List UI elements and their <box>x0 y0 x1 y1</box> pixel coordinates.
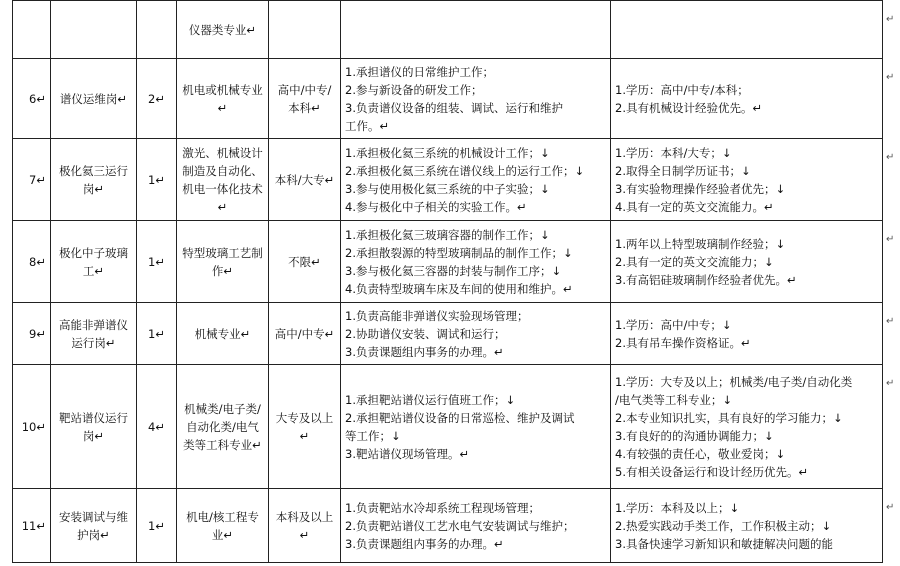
headcount: 1↵ <box>137 139 177 221</box>
headcount: 1↵ <box>137 303 177 365</box>
requirement-line: 2.取得全日制学历证书；↓ <box>615 163 751 178</box>
requirements-cell <box>611 489 883 563</box>
requirements-cell <box>611 1 883 59</box>
duty-line: 2.参与新设备的研发工作； <box>345 82 483 97</box>
requirement-line: 1.学历：本科/大专；↓ <box>615 145 732 160</box>
requirement-line: 1.学历：高中/中专/本科； <box>615 82 749 97</box>
duty-line: 4.负责特型玻璃车床及车间的使用和维护。↵ <box>345 281 573 296</box>
table-row <box>13 59 883 139</box>
headcount: 1↵ <box>137 221 177 303</box>
requirement-line: 2.本专业知识扎实，具有良好的学习能力；↓ <box>615 410 843 425</box>
major-requirement: 机械类/电子类/自动化类/电气类等工科专业↵ <box>177 365 269 489</box>
requirements-cell <box>611 303 883 365</box>
major-requirement: 特型玻璃工艺制作↵ <box>177 221 269 303</box>
duty-line: 3.负责课题组内事务的办理。↵ <box>345 344 504 359</box>
major-requirement: 机电或机械专业↵ <box>177 59 269 139</box>
table-row <box>13 139 883 221</box>
duties-cell <box>341 59 611 139</box>
duty-line: 工作。↵ <box>345 118 390 133</box>
requirement-line: 2.具有一定的英文交流能力；↓ <box>615 254 774 269</box>
requirement-line: 5.有相关设备运行和设计经历优先。↵ <box>615 464 809 479</box>
duty-line: 2.承担散裂源的特型玻璃制品的制作工作；↓ <box>345 245 573 260</box>
row-end-mark: ↵ <box>886 378 895 389</box>
duty-line: 3.参与极化氦三容器的封装与制作工序；↓ <box>345 263 562 278</box>
duty-line: 3.负责课题组内事务的办理。↵ <box>345 536 504 551</box>
table-row <box>13 365 883 489</box>
requirement-line: 1.学历：大专及以上；机械类/电子类/自动化类 <box>615 374 853 389</box>
duty-line: 1.负责靶站水冷却系统工程现场管理； <box>345 500 540 515</box>
job-table <box>12 0 883 563</box>
requirement-line: 3.有高铝硅玻璃制作经验者优先。↵ <box>615 272 797 287</box>
headcount: 1↵ <box>137 489 177 563</box>
requirement-line: 4.有较强的责任心，敬业爱岗；↓ <box>615 446 786 461</box>
duty-line: 2.承担极化氦三系统在谱仪线上的运行工作；↓ <box>345 163 585 178</box>
position-name <box>51 1 137 59</box>
education-level <box>269 1 341 59</box>
duty-line: 1.承担极化氦三系统的机械设计工作；↓ <box>345 145 550 160</box>
duty-line: 1.承担谱仪的日常维护工作； <box>345 64 494 79</box>
requirements-cell <box>611 365 883 489</box>
row-number: 9↵ <box>13 303 51 365</box>
table-row <box>13 303 883 365</box>
education-level: 高中/中专↵ <box>269 303 341 365</box>
duty-line: 等工作；↓ <box>345 428 401 443</box>
headcount <box>137 1 177 59</box>
position-name: 极化氦三运行岗↵ <box>51 139 137 221</box>
requirement-line: 3.有良好的的沟通协调能力；↓ <box>615 428 774 443</box>
requirements-cell <box>611 139 883 221</box>
row-number: 8↵ <box>13 221 51 303</box>
major-requirement: 激光、机械设计制造及自动化、机电一体化技术↵ <box>177 139 269 221</box>
duty-line: 1.负责高能非弹谱仪实验现场管理； <box>345 308 529 323</box>
job-table-body <box>13 1 883 563</box>
duties-cell <box>341 1 611 59</box>
duty-line: 1.承担靶站谱仪运行值班工作；↓ <box>345 392 516 407</box>
row-end-mark: ↵ <box>886 152 895 163</box>
duty-line: 3.靶站谱仪现场管理。↵ <box>345 446 470 461</box>
row-end-mark: ↵ <box>886 14 895 25</box>
headcount: 2↵ <box>137 59 177 139</box>
row-number: 7↵ <box>13 139 51 221</box>
row-end-mark: ↵ <box>886 72 895 83</box>
duty-line: 3.负责谱仪设备的组装、调试、运行和维护 <box>345 100 563 115</box>
requirement-line: 3.有实验物理操作经验者优先；↓ <box>615 181 786 196</box>
education-level: 不限↵ <box>269 221 341 303</box>
major-requirement: 仪器类专业↵ <box>177 1 269 59</box>
position-name: 谱仪运维岗↵ <box>51 59 137 139</box>
table-row <box>13 221 883 303</box>
requirement-line: 4.具有一定的英文交流能力。↵ <box>615 199 774 214</box>
table-row <box>13 1 883 59</box>
education-level: 本科及以上↵ <box>269 489 341 563</box>
duty-line: 2.协助谱仪安装、调试和运行； <box>345 326 506 341</box>
major-requirement: 机械专业↵ <box>177 303 269 365</box>
row-number: 11↵ <box>13 489 51 563</box>
position-name: 高能非弹谱仪运行岗↵ <box>51 303 137 365</box>
position-name: 极化中子玻璃工↵ <box>51 221 137 303</box>
row-number: 6↵ <box>13 59 51 139</box>
requirement-line: 1.学历：高中/中专；↓ <box>615 317 732 332</box>
requirements-cell <box>611 221 883 303</box>
duties-cell <box>341 489 611 563</box>
row-number <box>13 1 51 59</box>
headcount: 4↵ <box>137 365 177 489</box>
requirement-line: 2.具有吊车操作资格证。↵ <box>615 335 751 350</box>
row-end-mark: ↵ <box>886 316 895 327</box>
education-level: 本科/大专↵ <box>269 139 341 221</box>
requirement-line: 2.热爱实践动手类工作，工作积极主动；↓ <box>615 518 832 533</box>
row-number: 10↵ <box>13 365 51 489</box>
table-row <box>13 489 883 563</box>
row-end-mark: ↵ <box>886 502 895 513</box>
duty-line: 4.参与极化中子相关的实验工作。↵ <box>345 199 527 214</box>
requirement-line: 3.具备快速学习新知识和敏捷解决问题的能 <box>615 536 833 551</box>
duty-line: 2.负责靶站谱仪工艺水电气安装调试与维护； <box>345 518 575 533</box>
row-end-mark: ↵ <box>886 234 895 245</box>
requirements-cell <box>611 59 883 139</box>
major-requirement: 机电/核工程专业↵ <box>177 489 269 563</box>
duties-cell <box>341 139 611 221</box>
position-name: 靶站谱仪运行岗↵ <box>51 365 137 489</box>
duty-line: 1.承担极化氦三玻璃容器的制作工作；↓ <box>345 227 550 242</box>
position-name: 安装调试与维护岗↵ <box>51 489 137 563</box>
duties-cell <box>341 221 611 303</box>
education-level: 高中/中专/本科↵ <box>269 59 341 139</box>
duty-line: 2.承担靶站谱仪设备的日常巡检、维护及调试 <box>345 410 575 425</box>
duty-line: 3.参与使用极化氦三系统的中子实验；↓ <box>345 181 550 196</box>
duties-cell <box>341 303 611 365</box>
requirement-line: 1.两年以上特型玻璃制作经验；↓ <box>615 236 786 251</box>
education-level: 大专及以上↵ <box>269 365 341 489</box>
requirement-line: 1.学历：本科及以上；↓ <box>615 500 740 515</box>
requirement-line: /电气类等工科专业；↓ <box>615 392 733 407</box>
requirement-line: 2.具有机械设计经验优先。↵ <box>615 100 763 115</box>
duties-cell <box>341 365 611 489</box>
